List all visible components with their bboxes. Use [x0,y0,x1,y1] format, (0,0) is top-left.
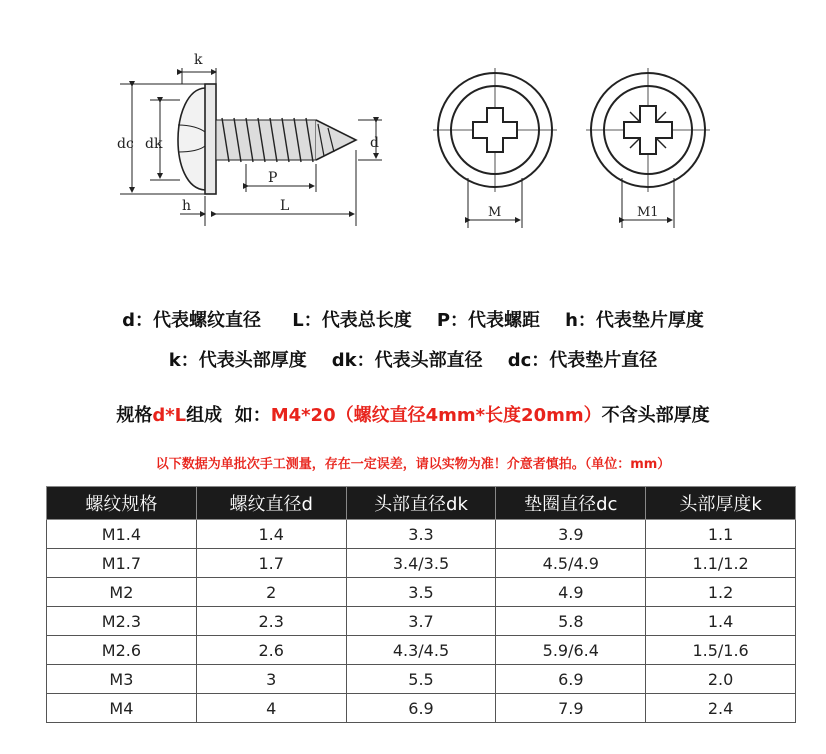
table-row [47,549,796,578]
spec-table [46,486,796,723]
table-cell: M2 [47,578,197,607]
label-h: h [182,198,192,214]
table-cell: 3 [196,665,346,694]
header-cell: 头部厚度k [646,487,796,520]
table-cell: 1.2 [646,578,796,607]
table-cell: 1.7 [196,549,346,578]
header-cell: 螺纹直径d [196,487,346,520]
table-cell: 1.1/1.2 [646,549,796,578]
table-cell: 2.4 [646,694,796,723]
front-view-pozidriv [586,68,710,228]
spec-example: M4*20（螺纹直径4mm*长度20mm） [270,405,602,426]
label-m: M [488,205,502,220]
table-cell: 4.9 [496,578,646,607]
header-cell: 螺纹规格 [47,487,197,520]
table-row [47,578,796,607]
label-l: L [280,198,290,214]
table-cell: M3 [47,665,197,694]
table-body [47,520,796,723]
table-header-row [47,487,796,520]
label-d: d [370,135,379,151]
table-cell: 3.5 [346,578,496,607]
table-row [47,694,796,723]
screw-technical-diagram [0,0,826,250]
table-cell: 5.9/6.4 [496,636,646,665]
table-cell: M2.6 [47,636,197,665]
table-cell: 5.8 [496,607,646,636]
label-m1: M1 [637,205,659,220]
table-cell: M2.3 [47,607,197,636]
table-row [47,607,796,636]
table-cell: 7.9 [496,694,646,723]
table-cell: 3.3 [346,520,496,549]
table-cell: 6.9 [496,665,646,694]
table-cell: 3.9 [496,520,646,549]
table-cell: M1.7 [47,549,197,578]
label-dk: dk [145,136,163,152]
table-cell: 2.0 [646,665,796,694]
measurement-notice: 以下数据为单批次手工测量，存在一定误差，请以实物为准！介意者慎拍。（单位：mm） [155,457,671,472]
header-cell: 垫圈直径dc [496,487,646,520]
table-cell: 2.3 [196,607,346,636]
table-cell: M1.4 [47,520,197,549]
table-cell: 2 [196,578,346,607]
table-cell: 6.9 [346,694,496,723]
spec-prefix: 规格 [116,405,153,426]
header-cell: 头部直径dk [346,487,496,520]
label-p: P [268,170,278,186]
table-cell: 4.3/4.5 [346,636,496,665]
table-cell: M4 [47,694,197,723]
table-row [47,520,796,549]
label-k: k [194,52,203,68]
label-dc: dc [117,136,134,152]
table-cell: 3.7 [346,607,496,636]
table-cell: 4.5/4.9 [496,549,646,578]
spec-format-line [0,401,826,427]
front-view-phillips [433,68,557,228]
table-cell: 1.5/1.6 [646,636,796,665]
table-cell: 1.4 [646,607,796,636]
table-cell: 5.5 [346,665,496,694]
table-row [47,665,796,694]
table-row [47,636,796,665]
table-cell: 2.6 [196,636,346,665]
table-cell: 1.4 [196,520,346,549]
table-cell: 3.4/3.5 [346,549,496,578]
table-cell: 4 [196,694,346,723]
spec-middle: 组成 如： [186,405,271,426]
spec-suffix: 不含头部厚度 [601,405,710,426]
spec-formula: d*L [152,405,187,426]
table-cell: 1.1 [646,520,796,549]
legend-line-1: d：代表螺纹直径 L：代表总长度 P：代表螺距 h：代表垫片厚度 [122,310,704,331]
legend-line-2: k：代表头部厚度 dk：代表头部直径 dc：代表垫片直径 [168,350,658,371]
